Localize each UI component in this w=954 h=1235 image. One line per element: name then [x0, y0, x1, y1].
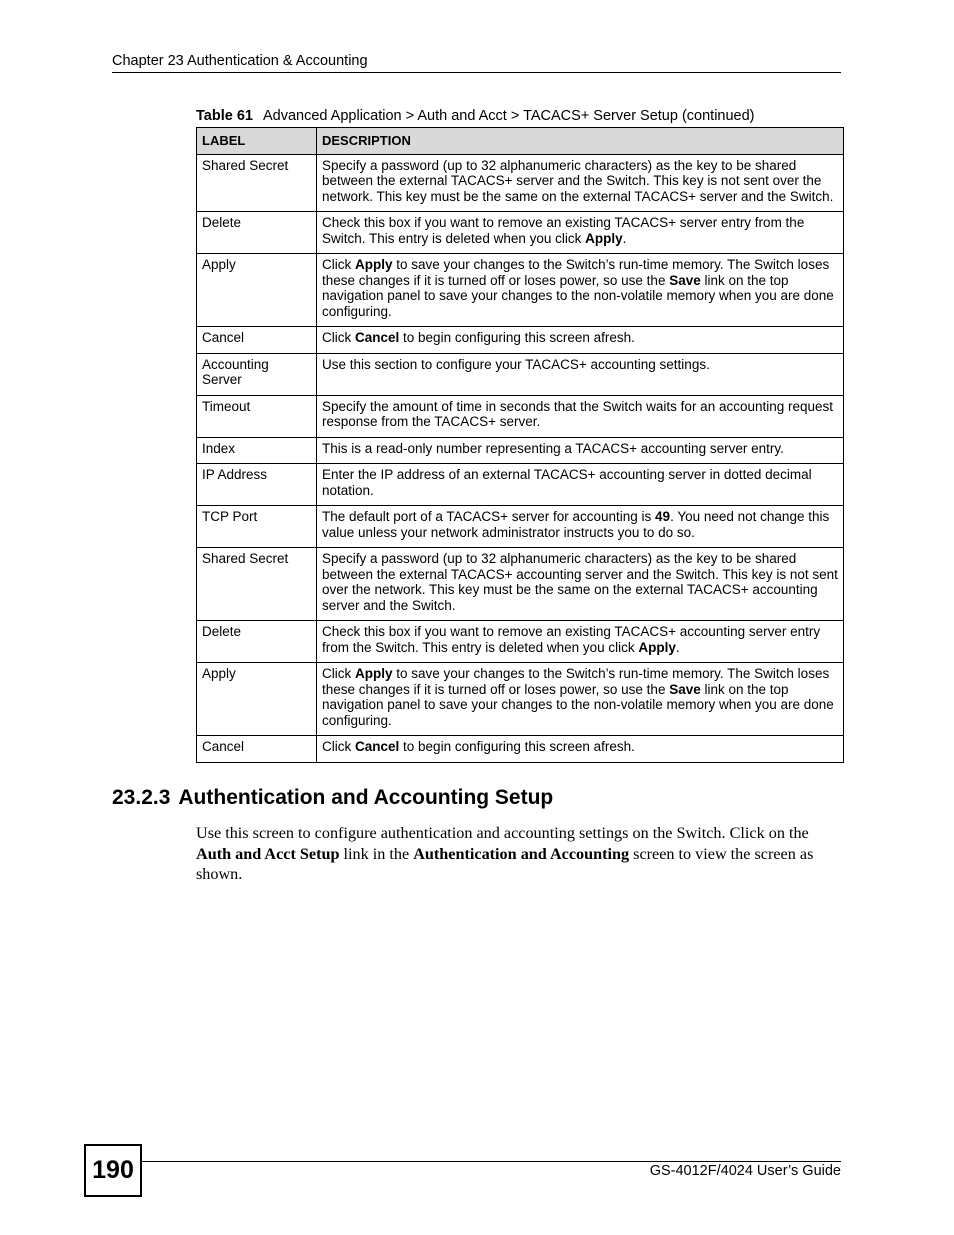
description-emphasis: Apply: [355, 666, 393, 681]
paragraph-emphasis: Auth and Acct Setup: [196, 844, 340, 863]
description-text: Click: [322, 257, 355, 272]
tacacs-setup-table: [196, 127, 844, 763]
row-description: [317, 327, 844, 354]
table-row: [197, 154, 844, 212]
table-row: [197, 395, 844, 437]
column-header-description: DESCRIPTION: [317, 128, 844, 155]
row-label: Timeout: [197, 395, 317, 437]
table-row: [197, 254, 844, 327]
description-text: Check this box if you want to remove an existing TACACS+ accounting server entry from the Switch. This entry is deleted when you click: [322, 624, 821, 655]
row-description: [317, 736, 844, 763]
paragraph-text: screen to view the screen as shown.: [196, 844, 814, 884]
table-row: [197, 621, 844, 663]
table-row: [197, 437, 844, 464]
description-text: to save your changes to the Switch’s run-time memory. The Switch loses these changes if it is turned off or loses power, so use the: [322, 257, 830, 288]
row-description: [317, 154, 844, 212]
description-text: Specify the amount of time in seconds that the Switch waits for an accounting request response from the TACACS+ server.: [322, 398, 834, 429]
description-text: .: [675, 639, 680, 655]
description-emphasis: Cancel: [355, 739, 400, 754]
description-text: Click: [322, 666, 355, 681]
table-caption: [196, 107, 842, 125]
table-header-row: [197, 128, 844, 155]
row-label: Accounting Server: [197, 353, 317, 395]
guide-title: GS-4012F/4024 User’s Guide: [649, 1163, 841, 1179]
description-text: The default port of a TACACS+ server for accounting is: [322, 509, 656, 524]
row-label: Delete: [197, 212, 317, 254]
description-emphasis: Apply: [355, 257, 393, 272]
row-description: [317, 437, 844, 464]
description-text: to save your changes to the Switch’s run-time memory. The Switch loses these changes if it is turned off or loses power, so use the: [322, 666, 830, 697]
description-text: Use this section to configure your TACACS+ accounting settings.: [322, 356, 710, 372]
description-emphasis: 49: [655, 509, 671, 524]
table-row: [197, 663, 844, 736]
description-text: to begin configuring this screen afresh.: [399, 330, 635, 345]
row-label: Apply: [197, 254, 317, 327]
description-text: Click: [322, 739, 355, 754]
table-row: [197, 212, 844, 254]
description-text: link on the top navigation panel to save your changes to the non-volatile memory when you are done configuring.: [322, 681, 834, 728]
row-label: Shared Secret: [197, 548, 317, 621]
row-description: [317, 663, 844, 736]
table-row: [197, 506, 844, 548]
description-text: Specify a password (up to 32 alphanumeric characters) as the key to be shared between the external TACACS+ accounting server and the Switch. This key is not sent over the network. This key must be the same on the external TACACS+ accounting server and the Switch.: [322, 551, 838, 613]
row-description: [317, 548, 844, 621]
row-description: [317, 395, 844, 437]
row-description: [317, 506, 844, 548]
row-description: [317, 254, 844, 327]
section-number: 23.2.3: [112, 786, 171, 809]
description-text: Click: [322, 330, 355, 345]
table-row: [197, 736, 844, 763]
paragraph-text: Use this screen to configure authentication and accounting settings on the Switch. Click on the: [196, 824, 809, 842]
paragraph-text: link in the: [339, 844, 414, 863]
page-number: 190: [84, 1144, 142, 1197]
description-text: This is a read-only number representing a TACACS+ accounting server entry.: [322, 440, 784, 456]
description-text: to begin configuring this screen afresh.: [399, 739, 635, 754]
description-text: .: [622, 230, 627, 246]
section-paragraph: [196, 823, 842, 885]
table-row: [197, 353, 844, 395]
description-text: link on the top navigation panel to save your changes to the non-volatile memory when you are done configuring.: [322, 272, 834, 319]
table-row: [197, 327, 844, 354]
description-text: . You need not change this value unless your network administrator instructs you to do so.: [322, 509, 830, 540]
chapter-header: Chapter 23 Authentication & Accounting: [112, 52, 841, 73]
table-caption-text: Advanced Application > Auth and Acct > TACACS+ Server Setup (continued): [262, 108, 755, 124]
row-label: Apply: [197, 663, 317, 736]
description-text: Enter the IP address of an external TACACS+ accounting server in dotted decimal notation.: [322, 467, 812, 498]
description-emphasis: Cancel: [355, 330, 400, 345]
description-emphasis: Save: [669, 272, 701, 288]
row-label: Shared Secret: [197, 154, 317, 212]
description-text: Check this box if you want to remove an existing TACACS+ server entry from the Switch. This entry is deleted when you click: [322, 215, 805, 246]
table-row: [197, 464, 844, 506]
paragraph-emphasis: Authentication and Accounting: [413, 844, 630, 863]
section-heading: [112, 785, 553, 811]
description-text: Specify a password (up to 32 alphanumeric characters) as the key to be shared between the external TACACS+ server and the Switch. This key is not sent over the network. This key must be the same on the external TACACS+ server and the Switch.: [322, 157, 834, 204]
row-label: Cancel: [197, 736, 317, 763]
table-body: [197, 154, 844, 762]
table-row: [197, 548, 844, 621]
description-emphasis: Apply: [638, 639, 676, 655]
table-caption-label: Table 61: [196, 108, 253, 124]
description-emphasis: Save: [669, 681, 701, 697]
description-emphasis: Apply: [585, 230, 623, 246]
row-label: IP Address: [197, 464, 317, 506]
row-description: [317, 621, 844, 663]
section-title: Authentication and Accounting Setup: [178, 786, 554, 809]
row-label: Cancel: [197, 327, 317, 354]
row-label: TCP Port: [197, 506, 317, 548]
row-description: [317, 212, 844, 254]
row-label: Delete: [197, 621, 317, 663]
column-header-label: LABEL: [197, 128, 317, 155]
row-description: [317, 464, 844, 506]
row-label: Index: [197, 437, 317, 464]
row-description: [317, 353, 844, 395]
